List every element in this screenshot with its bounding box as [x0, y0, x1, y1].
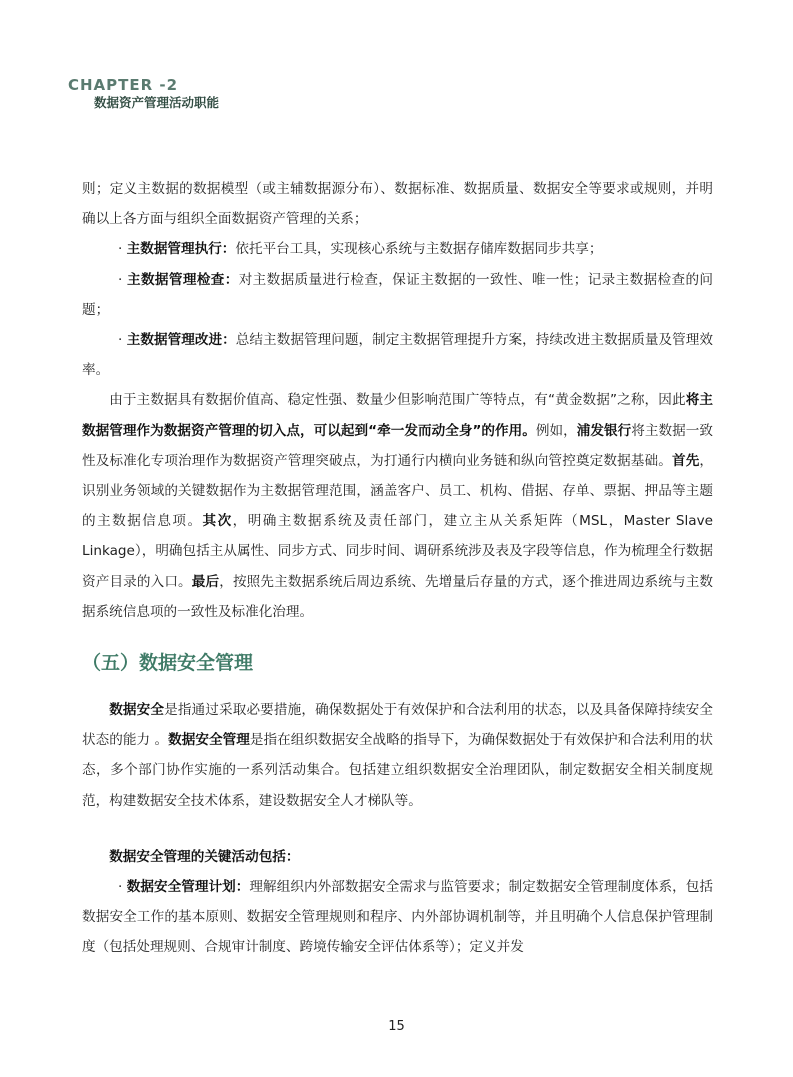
- bold-run: 浦发银行: [576, 422, 632, 439]
- section-title: （五）数据安全管理: [82, 652, 254, 675]
- chapter-subtitle: 数据资产管理活动职能: [94, 95, 220, 110]
- bold-run: 数据安全管理: [168, 732, 250, 749]
- paragraph-master-data: [82, 385, 713, 627]
- key-activities-heading: 数据安全管理的关键活动包括：: [109, 848, 300, 865]
- bullet-text: 对主数据质量进行检查，保证主数据的一致性、唯一性；记录主数据检查的问题；: [82, 271, 713, 318]
- text-run: ，识别业务领域的关键数据作为主数据管理范围，涵盖客户、员工、机构、借据、存单、票据、押品等主题的主数据信息项。: [82, 452, 714, 530]
- bullet-label: 主数据管理执行：: [126, 241, 236, 258]
- bullet-marker: ·: [118, 332, 127, 349]
- text-run: ，明确主数据系统及责任部门，建立主从关系矩阵（MSL，Master Slave Linkage），明确包括主从属性、同步方式、同步时间、调研系统涉及表及字段等信息，作为梳理全行数据资产目录的入口。: [82, 513, 714, 590]
- bullet-item-execution: [82, 234, 713, 264]
- bullet-text: 理解组织内外部数据安全需求与监管要求；制定数据安全管理制度体系，包括数据安全工作的基本原则、数据安全管理规则和程序、内外部协调机制等，并且明确个人信息保护管理制度（包括处理规则、合规审计制度、跨境传输安全评估体系等）；定义并发: [82, 879, 713, 956]
- text-run: 是指在组织数据安全战略的指导下，为确保数据处于有效保护和合法利用的状态，多个部门协作实施的一系列活动集合。包括建立组织数据安全治理团队，制定数据安全相关制度规范，构建数据安全技术体系，建设数据安全人才梯队等。: [82, 732, 714, 809]
- text-run: 将主数据一致性及标准化专项治理作为数据资产管理突破点，为打通行内横向业务链和纵向管控奠定数据基础。: [82, 422, 713, 469]
- text-run: 例如，: [535, 422, 577, 439]
- bullet-marker: ·: [118, 241, 127, 258]
- text-run: 是指通过采取必要措施，确保数据处于有效保护和合法利用的状态，以及具备保障持续安全状态的能力 。: [82, 702, 713, 749]
- bullet-label: 主数据管理改进：: [126, 332, 236, 349]
- bullet-item-check: [82, 265, 713, 325]
- paragraph-continuation: 则；定义主数据的数据模型（或主辅数据源分布）、数据标准、数据质量、数据安全等要求或规则，并明确以上各方面与组织全面数据资产管理的关系；: [82, 181, 713, 228]
- bold-run: 其次: [202, 513, 233, 530]
- spacer: [82, 816, 713, 842]
- bold-run: 数据安全: [109, 702, 165, 719]
- bullet-label: 数据安全管理计划：: [126, 879, 250, 896]
- bold-run: 将主数据管理作为数据资产管理的切入点，可以起到“牵一发而动全身”的作用。: [82, 392, 713, 439]
- text-run: 由于主数据具有数据价值高、稳定性强、数量少但影响范围广等特点，有“黄金数据”之称，因此: [109, 392, 686, 409]
- chapter-header: [68, 76, 219, 111]
- page-body: [82, 174, 713, 963]
- bullet-marker: ·: [118, 271, 128, 288]
- bullet-marker: ·: [118, 879, 127, 896]
- bullet-text: 依托平台工具，实现核心系统与主数据存储库数据同步共享；: [235, 241, 603, 258]
- bullet-item-improve: [82, 325, 713, 385]
- text-run: ，按照先主数据系统后周边系统、先增量后存量的方式，逐个推进周边系统与主数据系统信息项的一致性及标准化治理。: [82, 573, 714, 620]
- bullet-label: 主数据管理检查：: [127, 271, 239, 288]
- page-number: 15: [388, 1019, 405, 1034]
- paragraph-data-security: [82, 695, 713, 816]
- bold-run: 首先: [671, 452, 700, 469]
- chapter-label: CHAPTER -2: [68, 76, 179, 94]
- bold-run: 最后: [191, 573, 220, 590]
- bullet-text: 总结主数据管理问题，制定主数据管理提升方案，持续改进主数据质量及管理效率。: [82, 332, 713, 379]
- bullet-item-security-plan: [82, 872, 713, 963]
